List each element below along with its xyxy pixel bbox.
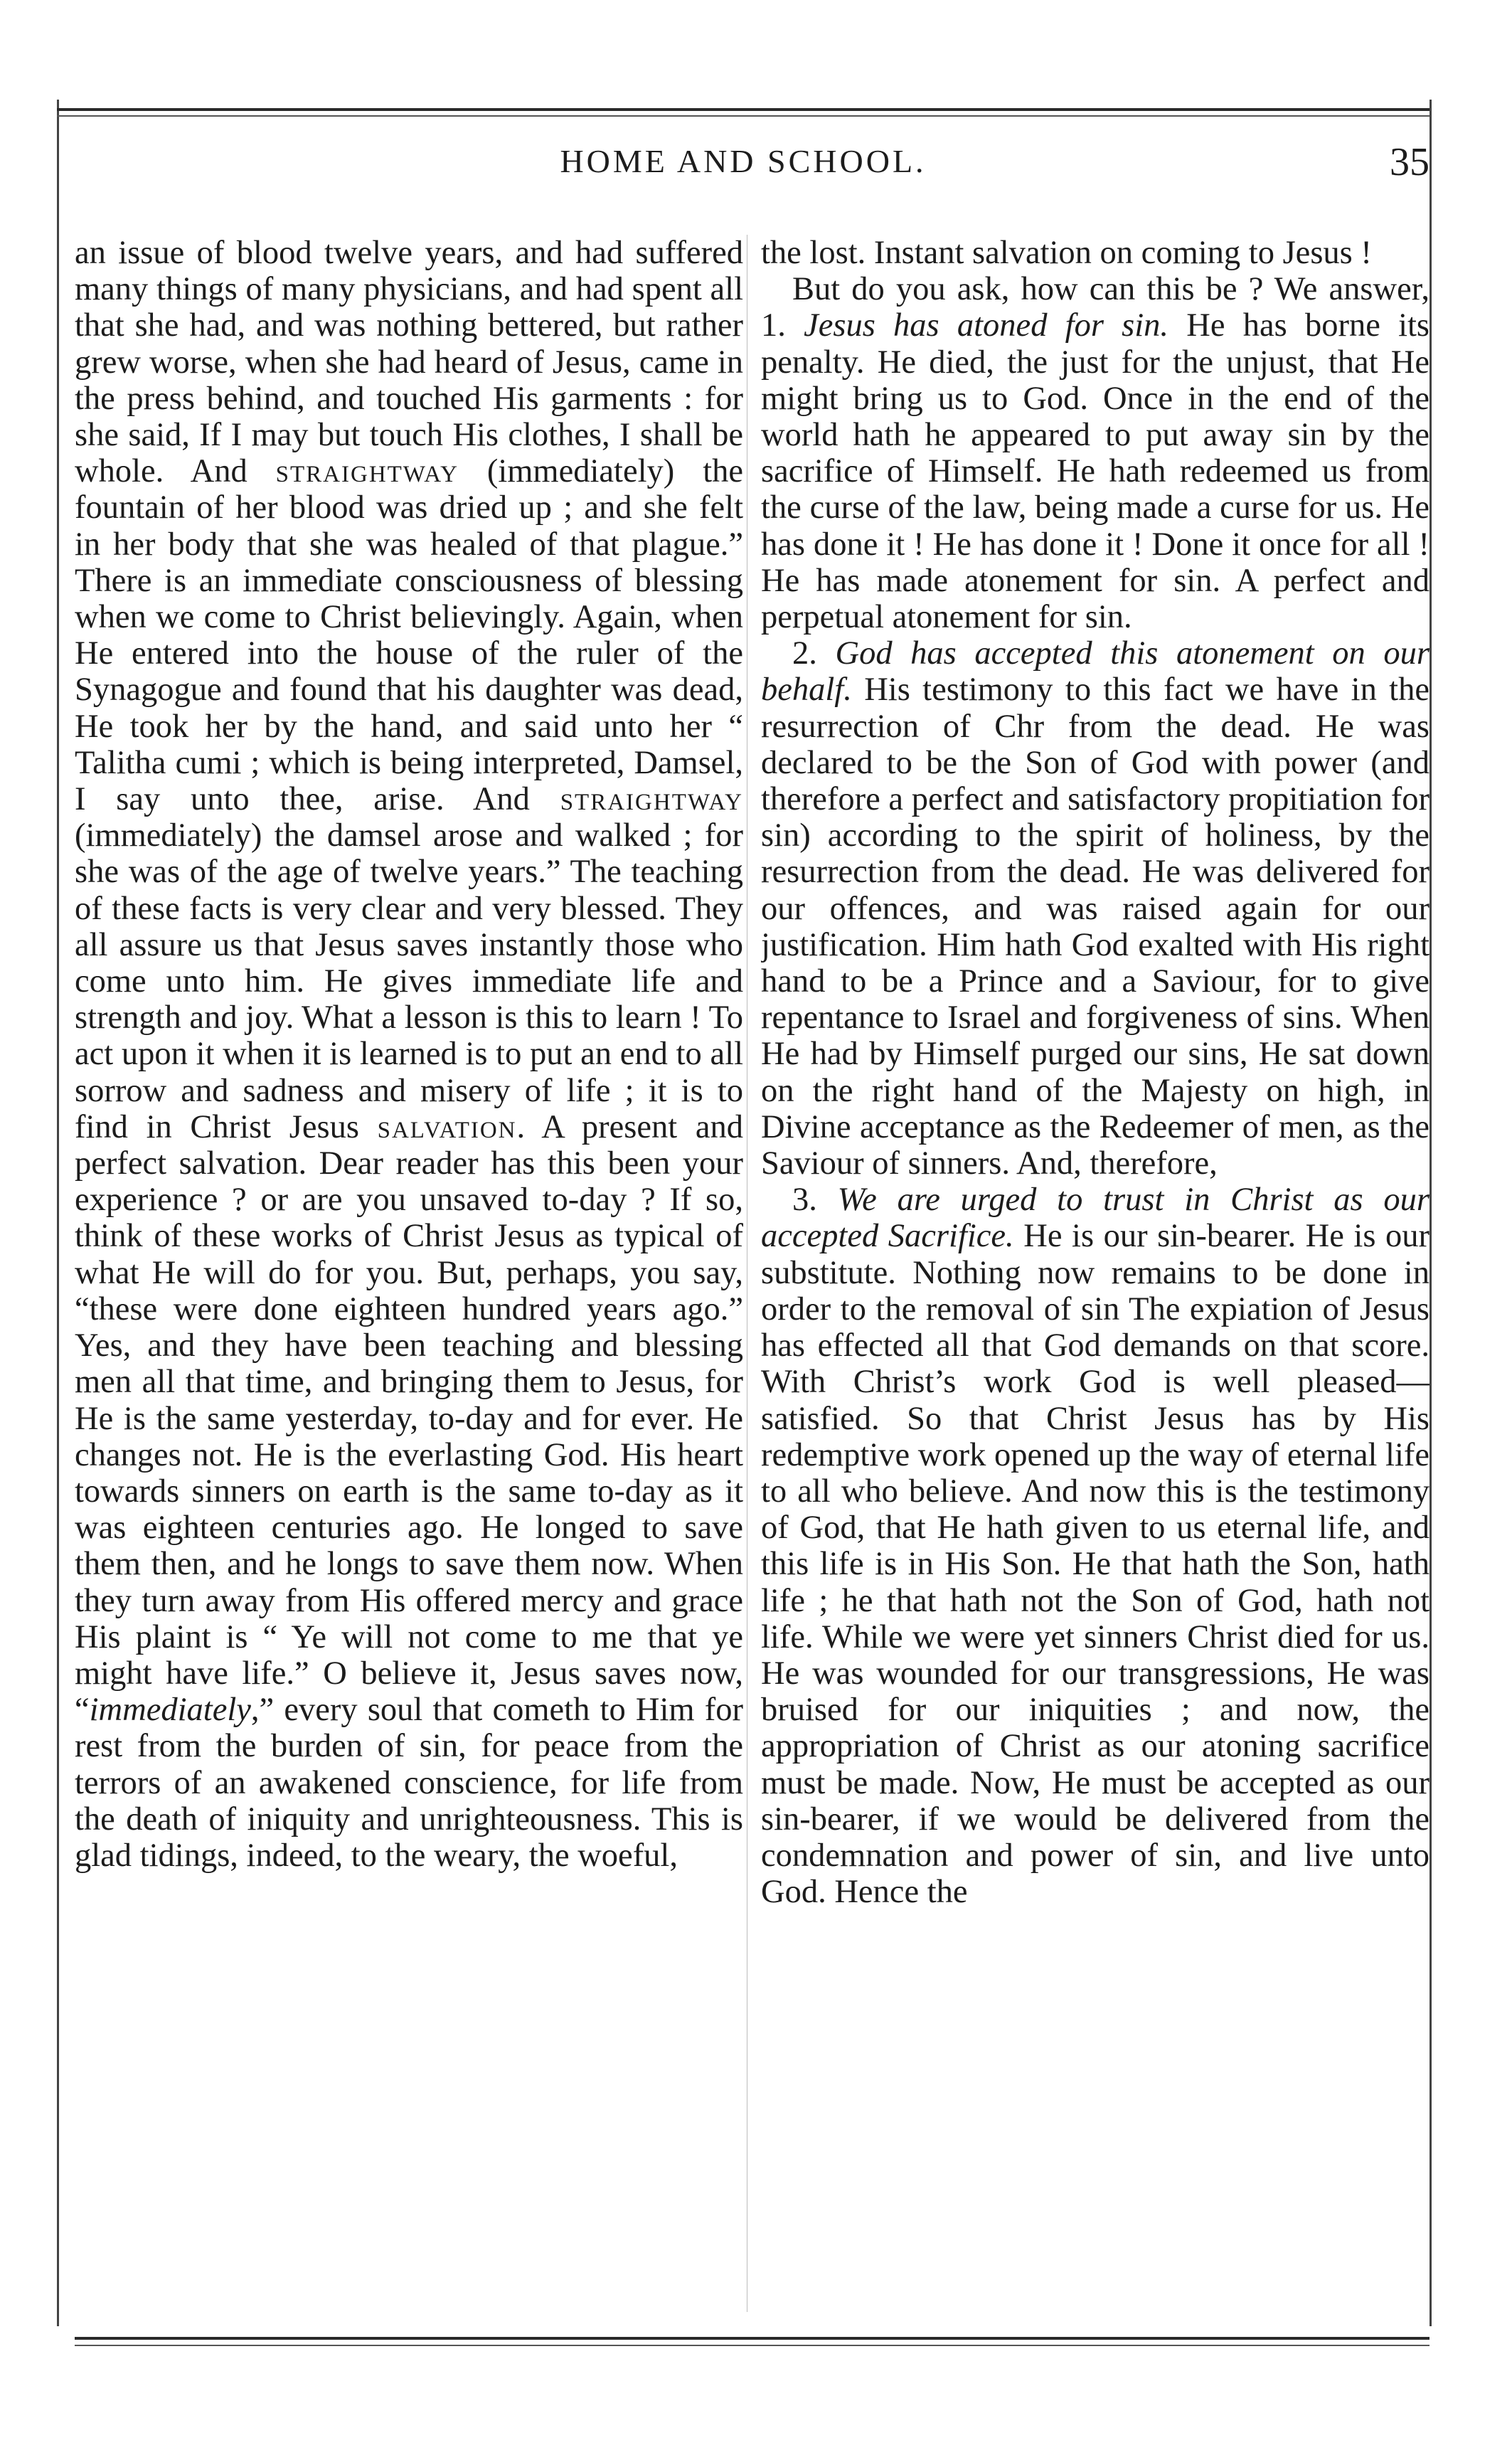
small-caps-word: straightway bbox=[560, 781, 743, 818]
text-run: 2. bbox=[792, 635, 836, 672]
right-paragraph-1: the lost. Instant salvation on coming to Jesus ! bbox=[761, 235, 1372, 271]
right-paragraph-2 bbox=[761, 271, 1430, 635]
text-run: (immediately) the fountain of her blood was dried up ; and she felt in her body that she was healed of that plague.” There is an immediate consciousness of blessing when we come to Christ believingly. Again, when He entered into the house of the ruler of the Synagogue and found that his daughter was dead, He took her by the hand, and said unto her “ Talitha cumi ; which is being interpreted, Damsel, I say unto thee, arise. And bbox=[75, 453, 743, 818]
italic-word: immediately bbox=[89, 1692, 251, 1729]
page-number: 35 bbox=[1390, 140, 1430, 184]
text-run: 3. bbox=[792, 1182, 838, 1219]
page-header bbox=[57, 142, 1430, 185]
left-column bbox=[75, 235, 743, 2319]
italic-heading: God has accepted this atonement on our behalf. bbox=[761, 635, 1430, 709]
italic-heading: We are urged to trust in Christ as our accepted Sacrifice. bbox=[761, 1182, 1430, 1255]
right-column bbox=[761, 235, 1430, 2319]
italic-heading: Jesus has atoned for sin. bbox=[804, 307, 1169, 344]
text-run: He is our sin-bearer. He is our substitute. Nothing now remains to be done in order to the removal of sin The expiation of Jesus has effected all that God demands on that score. With Christ’s work God is well pleased—satisfied. So that Christ Jesus has by His redemptive work opened up the way of eternal life to all who believe. And now this is the testimony of God, that He hath given to us eternal life, and this life is in His Son. He that hath the Son, hath life ; he that hath not the Son of God, hath not life. While we were yet sinners Christ died for us. He was wounded for our transgressions, He was bruised for our iniquities ; and now, the appropriation of Christ as our atoning sacrifice must be made. Now, He must be accepted as our sin-bearer, if we would be delivered from the condemnation and power of sin, and live unto God. Hence the bbox=[761, 1218, 1430, 1911]
text-run: . A present and perfect salvation. Dear reader has this been your experience ? or are you unsaved to-day ? If so, think of these works of Christ Jesus as typical of what He will do for you. But, perhaps, you say, “these were done eighteen hundred years ago.” Yes, and they have been teaching and blessing men all that time, and bringing them to Jesus, for He is the same yesterday, to-day and for ever. He changes not. He is the everlasting God. His heart towards sinners on earth is the same to-day as it was eighteen centuries ago. He longed to save them then, and he longs to save them now. When they turn away from His offered mercy and grace His plaint is “ Ye will not come to me that ye might have life.” O believe it, Jesus saves now, “ bbox=[75, 1108, 743, 1729]
left-paragraph-1 bbox=[75, 235, 743, 1874]
right-frame-line bbox=[1430, 100, 1432, 2326]
top-rule bbox=[57, 108, 1430, 111]
bottom-rule-thin bbox=[75, 2345, 1430, 2346]
text-run: ,” every soul that cometh to Him for rest from the burden of sin, for peace from the terrors of an awakened conscience, for life from the death of iniquity and unrighteousness. This is glad tidings, indeed, to the weary, the woeful, bbox=[75, 1692, 743, 1874]
text-run: an issue of blood twelve years, and had suffered many things of many physicians, and had spent all that she had, and was nothing bettered, but rather grew worse, when she had heard of Jesus, came in the press behind, and touched His garments : for she said, If I may but touch His clothes, I shall be whole. And bbox=[75, 235, 743, 490]
text-run: But do you ask, how can this be ? We answer, 1. bbox=[761, 271, 1430, 344]
top-rule-thin bbox=[57, 115, 1430, 117]
running-title: HOME AND SCHOOL. bbox=[560, 143, 927, 179]
text-run: (immediately) the damsel arose and walked ; for she was of the age of twelve years.” The teaching of these facts is very clear and very blessed. They all assure us that Jesus saves instantly those who come unto him. He gives immediate life and strength and joy. What a lesson is this to learn ! To act upon it when it is learned is to put an end to all sorrow and sadness and misery of life ; it is to find in Christ Jesus bbox=[75, 817, 743, 1145]
text-run: His testimony to this fact we have in the resurrection of Chr from the dead. He was declared to be the Son of God with power (and therefore a perfect and satisfactory propitiation for sin) according to the spirit of holiness, by the resurrection from the dead. He was delivered for our offences, and was raised again for our justification. Him hath God exalted with His right hand to be a Prince and a Saviour, for to give repentance to Israel and forgiveness of sins. When He had by Himself purged our sins, He sat down on the right hand of the Majesty on high, in Divine acceptance as the Redeemer of men, as the Saviour of sinners. And, therefore, bbox=[761, 672, 1430, 1182]
small-caps-word: straightway bbox=[275, 453, 459, 490]
right-paragraph-4 bbox=[761, 1182, 1430, 1910]
small-caps-word: salvation bbox=[377, 1108, 517, 1145]
left-frame-line bbox=[57, 100, 59, 2326]
right-paragraph-3 bbox=[761, 635, 1430, 1182]
text-run: He has borne its penalty. He died, the just for the unjust, that He might bring us to God. Once in the end of the world hath he appeared to put away sin by the sacrifice of Himself. He hath redeemed us from the curse of the law, being made a curse for us. He has done it ! He has done it ! Done it once for all ! He has made atonement for sin. A perfect and perpetual atonement for sin. bbox=[761, 307, 1430, 636]
bottom-rule bbox=[75, 2337, 1430, 2340]
